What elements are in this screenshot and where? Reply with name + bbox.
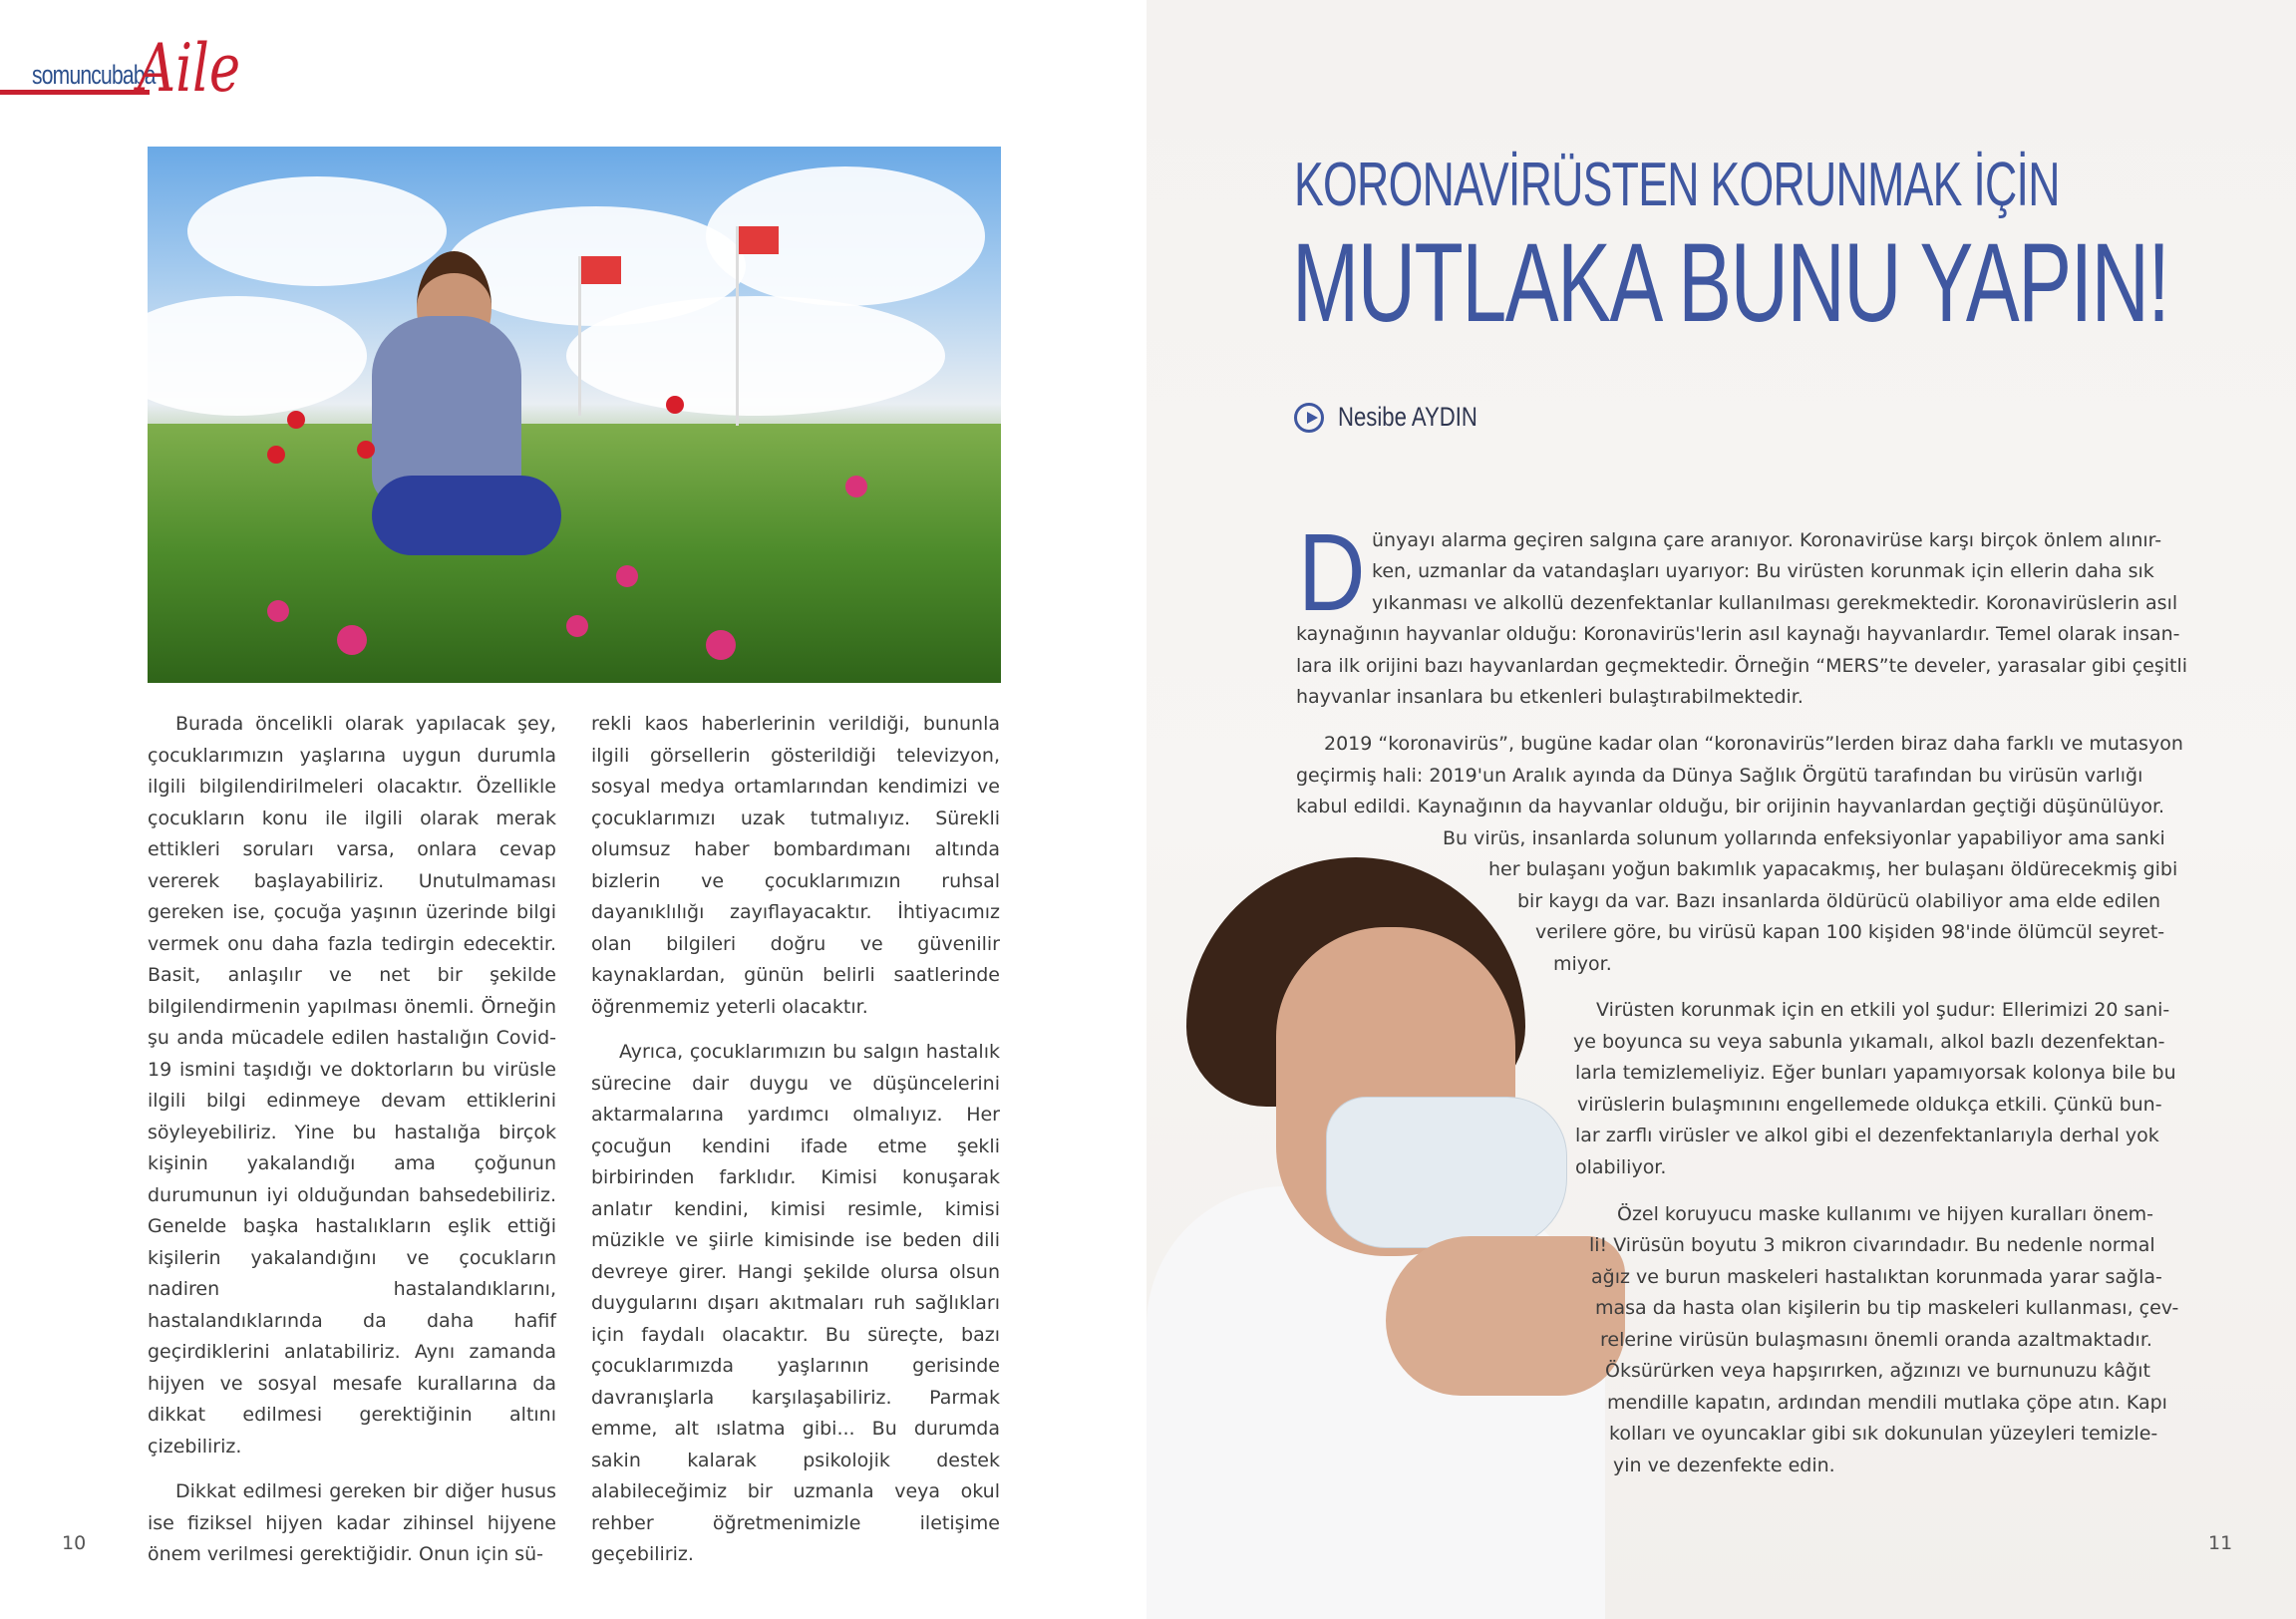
- text-line: li! Virüsün boyutu 3 mikron civarındadır. Bu nedenle normal: [1589, 1234, 2155, 1256]
- text-line: her bulaşanı yoğun bakımlık yapacakmış, her bulaşanı öldürecekmiş gibi: [1488, 858, 2178, 880]
- page-number-right: 11: [2208, 1532, 2233, 1554]
- text-line: masa da hasta olan kişilerin bu tip maskeleri kullanması, çev-: [1595, 1297, 2179, 1319]
- text-line: ünyayı alarma geçiren salgına çare aranıyor. Koronavirüse karşı birçok önlem alınır-: [1372, 529, 2162, 551]
- author-byline: [1294, 402, 1508, 433]
- text-line: larla temizlemeliyiz. Eğer bunları yapamıyorsak kolonya bile bu: [1575, 1062, 2176, 1084]
- text-line: Özel koruyucu maske kullanımı ve hijyen kuralları önem-: [1617, 1203, 2154, 1225]
- face-mask: [1326, 1097, 1567, 1248]
- text-line: Virüsten korunmak için en etkili yol şudur: Ellerimizi 20 sani-: [1596, 999, 2170, 1021]
- article-title: MUTLAKA BUNU YAPIN!: [1292, 220, 2169, 345]
- text-line: lara ilk orijini bazı hayvanlardan geçmektedir. Örneğin “MERS”te develer, yarasalar gibi çeşitli: [1296, 655, 2188, 677]
- text-line: yıkanması ve alkollü dezenfektanlar kullanılması gerekmektedir. Koronavirüslerin asıl: [1372, 592, 2178, 614]
- magazine-logo: [0, 30, 259, 115]
- text-line: kaynağının hayvanlar olduğu: Koronavirüs'lerin asıl kaynağı hayvanlardır. Temel olarak insan-: [1296, 623, 2180, 645]
- text-line: 2019 “koronavirüs”, bugüne kadar olan “koronavirüs”lerden biraz daha farklı ve mutasyon: [1324, 733, 2183, 755]
- text-line: ken, uzmanlar da vatandaşları uyarıyor: Bu virüsten korunmak için ellerin daha sık: [1372, 560, 2154, 582]
- text-line: ağız ve burun maskeleri hastalıktan korunmada yarar sağla-: [1591, 1266, 2162, 1288]
- text-line: olabiliyor.: [1575, 1156, 1667, 1178]
- text-line: mendille kapatın, ardından mendili mutlaka çöpe atın. Kapı: [1607, 1392, 2167, 1414]
- paragraph: Burada öncelikli olarak yapılacak şey, çocuklarımızın yaşlarına uygun durumla ilgili bilgilendirilmeleri olacaktır. Özellikle çocukların konu ile ilgili olarak merak ettikleri soruları varsa, onlara cevap vererek başlayabiliriz. Unutulmaması gereken ise, çocuğa yaşının üzerinde bilgi vermek onu daha fazla tedirgin edecektir. Basit, anlaşılır ve net bir şekilde bilgilendirmenin yapılması önemli. Örneğin şu anda mücadele edilen hastalığın Covid-19 ismini taşıdığı ve doktorların bu virüsle ilgili bilgi edinmeye devam ettiklerini söyleyebiliriz. Yine bu hastalığa birçok kişinin yakalandığı ama çoğunun durumunun iyi olduğundan bahsedebiliriz. Genelde başka hastalıkların eşlik ettiği kişilerin yakalandığını ve çocukların nadiren hastalandıklarını, hastalandıklarında da daha hafif geçirdiklerini anlatabiliriz. Aynı zamanda hijyen ve sosyal mesafe kurallarına da dikkat edilmesi gerektiğinin altını çizebiliriz.: [148, 713, 556, 1457]
- text-column-left: [148, 709, 556, 1585]
- drop-cap: D: [1298, 511, 1366, 634]
- text-line: virüslerin bulaşmınını engellemede oldukça etkili. Çünkü bun-: [1577, 1094, 2162, 1116]
- logo-script-text: Aile: [138, 30, 241, 107]
- text-line: relerine virüsün bulaşmasını önemli oranda azaltmaktadır.: [1600, 1329, 2152, 1351]
- text-line: lar zarflı virüsler ve alkol gibi el dezenfektanlarıyla derhal yok: [1575, 1125, 2159, 1146]
- text-line: geçirmiş hali: 2019'un Aralık ayında da Dünya Sağlık Örgütü tarafından bu virüsün varlığı: [1296, 765, 2143, 787]
- left-page: [0, 0, 1147, 1619]
- text-line: verilere göre, bu virüsü kapan 100 kişiden 98'inde ölümcül seyret-: [1535, 921, 2165, 943]
- play-circle-icon: [1294, 403, 1324, 433]
- girl-in-garden-photo: [148, 147, 1001, 683]
- article-kicker: KORONAVİRÜSTEN KORUNMAK İÇİN: [1294, 151, 2060, 219]
- text-line: ye boyunca su veya sabunla yıkamalı, alkol bazlı dezenfektan-: [1573, 1031, 2165, 1053]
- text-line: bir kaygı da var. Bazı insanlarda öldürücü olabiliyor ama elde edilen: [1517, 890, 2161, 912]
- paragraph: rekli kaos haberlerinin verildiği, bununla ilgili görsellerin gösterildiği televizyon, sosyal medya ortamlarından kendimizi ve çocuklarımızı uzak tutmalıyız. Sürekli olumsuz haber bombardımanı altında bizlerin ve çocuklarımızın ruhsal dayanıklılığı zayıflayacaktır. İhtiyacımız olan bilgileri doğru ve güvenilir kaynaklardan, günün belirli saatlerinde öğrenmemiz yeterli olacaktır.: [591, 713, 1000, 1018]
- text-line: yin ve dezenfekte edin.: [1613, 1455, 1835, 1476]
- page-number-left: 10: [62, 1532, 87, 1554]
- text-line: Bu virüs, insanlarda solunum yollarında enfeksiyonlar yapabiliyor ama sanki: [1443, 827, 2165, 849]
- text-line: kabul edildi. Kaynağının da hayvanlar olduğu, bir orijinin hayvanlardan geçtiği düşünülüyor.: [1296, 796, 2165, 817]
- text-column-middle: [591, 709, 1000, 1585]
- logo-wordmark: somuncubaba: [32, 60, 156, 90]
- paragraph: Ayrıca, çocuklarımızın bu salgın hastalık sürecine dair duygu ve düşüncelerini aktarmalarına yardımcı olmalıyız. Her çocuğun kendini ifade etme şekli birbirinden farklıdır. Kimisi konuşarak anlatır kendini, kimisi resimle, kimisi müzikle ve şiirle kimisinde ise beden dili devreye girer. Hangi şekilde olursa olsun duygularını dışarı akıtmaları ruh sağlıkları için faydalı olacaktır. Bu süreçte, bazı çocuklarımızda yaşlarının gerisinde davranışlarla karşılaşabiliriz. Parmak emme, alt ıslatma gibi... Bu durumda sakin kalarak psikolojik destek alabileceğimiz bir uzmanla veya okul rehber öğretmenimizle iletişime geçebiliriz.: [591, 1041, 1000, 1565]
- text-line: hayvanlar insanlara bu etkenleri bulaştırabilmektedir.: [1296, 686, 1804, 708]
- text-line: kolları ve oyuncaklar gibi sık dokunulan yüzeyleri temizle-: [1609, 1423, 2158, 1445]
- paragraph: Dikkat edilmesi gereken bir diğer husus ise fiziksel hijyen kadar zihinsel hijyene önem verilmesi gerektiğidir. Onun için sü-: [148, 1480, 556, 1565]
- author-name: Nesibe AYDIN: [1338, 402, 1477, 432]
- text-line: Öksürürken veya hapşırırken, ağzınızı ve burnunuzu kâğıt: [1605, 1360, 2150, 1382]
- text-line: miyor.: [1553, 953, 1612, 975]
